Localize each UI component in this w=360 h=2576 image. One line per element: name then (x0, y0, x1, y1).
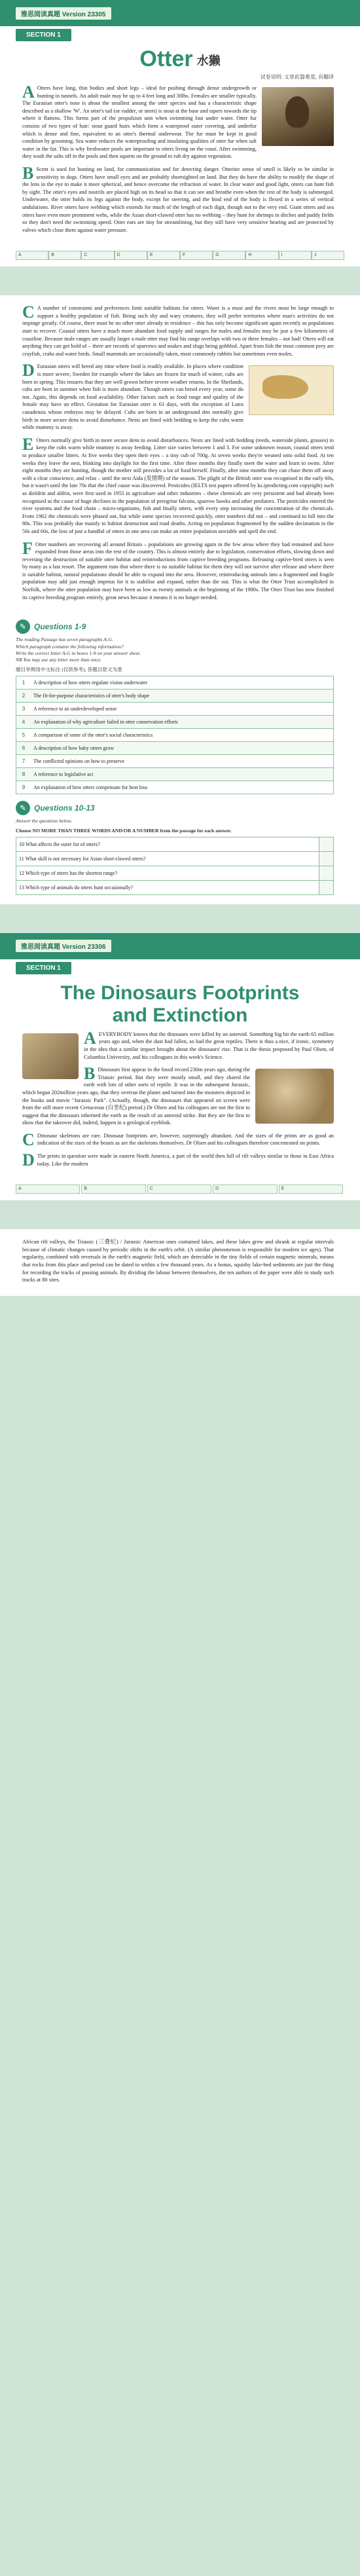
passage-title: Otter 水獭 (139, 46, 221, 71)
dropcap: E (22, 434, 34, 454)
paragraph-f (16, 538, 334, 602)
dropcap: F (22, 538, 33, 558)
dropcap: B (84, 1064, 96, 1084)
version-tag: 雅思阅读真题 Version 23306 (16, 940, 111, 952)
paragraph-text: A number of constraints and preferences limit suitable habitats for otters. Water is a must and the rivers must be large enough to support a healthy population of fish. Being such shy and wary creatures, they will prefer territories where man's activities do not impinge greatly. Of course, there must be no other otter already in residence – this has only become significant again recently as populations start to recover. Coastal otters have a much more abundant food supply and ranges for males and females may be just a few kilometres of coastline. Because male ranges are usually larger a male otter may find his range overlaps with two or three females – not bad! Otters will eat anything they can get hold of – there are records of sparrows and snakes and slugs being gobbled. Apart from fish the most common prey are crayfish, crabs and water birds. Small mammals are occasionally taken, most commonly rabbits but sometimes even moles. (22, 305, 334, 357)
paragraph-text: The prints in question were made in eastern North America, a part of the world then full of rift valleys similar to those in East Africa today. Like the modern (37, 1153, 334, 1167)
answer-box[interactable] (319, 866, 333, 880)
question-icon: ✎ (16, 619, 30, 634)
question-row[interactable]: 3 A reference to an underdeveloped sense (16, 703, 333, 716)
otter-content-2 (0, 295, 360, 613)
answer-box[interactable] (319, 837, 333, 851)
answer-cell[interactable]: C (147, 1185, 211, 1194)
dino-sheet (0, 933, 360, 1201)
answer-cell[interactable]: A (16, 1185, 80, 1194)
answer-cell[interactable]: A (16, 251, 48, 260)
paragraph-text: Dinosaur skeletons are rare. Dinosaur footprints are, however, surprisingly abundant. And the sizes of the prints are as good an indication of the sizes of the beasts as are the skeletons themselves. Dr Olsen and his colleagues therefore concentrated on prints. (37, 1132, 334, 1147)
question-row[interactable]: 1 A description of how otters regulate vision underwater (16, 676, 333, 690)
answer-cell[interactable]: E (147, 251, 180, 260)
dropcap: A (84, 1028, 96, 1048)
answer-cell[interactable]: E (279, 1185, 343, 1194)
answer-cell[interactable]: F (180, 251, 213, 260)
answer-cell[interactable]: I (279, 251, 312, 260)
questions-1-9-header (16, 619, 344, 634)
questions-10-13-list (16, 837, 334, 895)
paragraph-d (16, 1152, 334, 1168)
question-row[interactable]: 12 Which type of otters has the shortest range? (16, 866, 333, 881)
paragraph-text: Dinosaurs first appear in the fossil record 230m years ago, during the Triassic period. But they were mostly small, and they shared the earth with lots of other sorts of reptile. It was in the subsequent Jurassic, which began 202million years ago, that they overran the planet and turned into the monsters depicted in the books and movie "Jurassic Park". (Actually, though, the dinosaurs that appeared on screen were from the still more recent Cretaceous (白垩纪) period.) Dr Olsen and his colleagues are not the first to suggest that the dinosaurs inherited the earth as the result of an asteroid strike. But they are the first to show that the takeover did, indeed, happen in a geological eyeblink. (22, 1067, 250, 1126)
questions-10-13-header (16, 801, 344, 815)
paragraph-c (16, 1132, 334, 1147)
question-row[interactable]: 6 A description of how baby otters grow (16, 742, 333, 755)
dropcap: D (22, 1150, 35, 1170)
questions-1-9-list (16, 676, 334, 794)
dropcap: C (22, 1130, 35, 1149)
questions-label: Questions 1-9 (34, 622, 86, 632)
dropcap: B (22, 163, 34, 183)
question-row[interactable]: 13 Which type of animals do otters hunt occasionally? (16, 881, 333, 894)
header-band (0, 0, 360, 26)
dino-content (0, 1027, 360, 1180)
answer-cell[interactable]: C (81, 251, 114, 260)
paragraph-text: African rift valleys, the Triassic (三叠纪) / Jurassic American ones contained lakes, and these lakes grew and shrank at regular intervals because of climatic changes caused by periodic shifts in the earth's orbit. (A similar phenomenon is responsible for modern ice ages). That regularity, combined with reversals in the earth's magnetic field, which are detectable in the tiny fields of certain magnetic minerals, means that rocks from this place and period can be dated to within a few thousand years. As a bonus, squishy lake-bed sediments are just the thing for recording the tracks of passing animals. By dividing the labour between themselves, the ten authors of the paper were able to study such tracks at 80 sites. (22, 1239, 334, 1283)
header-band (0, 933, 360, 959)
answer-box[interactable] (319, 852, 333, 866)
otter-content (0, 81, 360, 246)
otter-sheet (0, 0, 360, 267)
otter-photo (262, 87, 334, 146)
paragraph-c (16, 304, 334, 358)
question-row[interactable]: 5 A comparison of some of the otter's social characteristics (16, 729, 333, 742)
question-row[interactable]: 7 The conflicted opinions on how to preserve (16, 755, 333, 768)
paragraph-text: Scent is used for hunting on land, for communication and for detecting danger. Otterine sense of smell is likely to be similar in sensitivity to dogs. Otters have small eyes and are probably shortsighted on land. But they do have the ability to modify the shape of the lens in the eye to make it more spherical, and hence overcome the refraction of water. In clear water and good light, otters can hunt fish by sight. The otter's eyes and nostrils are placed high on its head so that it can see and breathe even when the rest of the body is submerged. Underwater, the otter holds its legs against the body, except for steering, and the hind end of the body is flexed in a series of vertical undulations. River otters have webbing which extends for much of the length of each digit, though not to the very end. Giant otters and sea otters have even more prominent webs, while the Asian short-clawed otter has no webbing – they hunt for shrimps in ditches and paddy fields so they don't need the swimming speed. Otter ears are tiny for streamlining, but they still have very sensitive hearing and are protected by valves which close them against water pressure. (22, 166, 334, 233)
paragraph-d (16, 363, 334, 431)
question-row[interactable]: 9 An explanation of how otters compensate for heat loss (16, 781, 333, 794)
answer-cell[interactable]: D (213, 1185, 277, 1194)
paragraph-continued (16, 1238, 334, 1284)
section-tab: SECTION 1 (16, 29, 71, 41)
question-icon: ✎ (16, 801, 30, 815)
eurasia-map (249, 365, 334, 415)
answer-cell[interactable]: H (245, 251, 278, 260)
passage-title: The Dinosaurs Footprints and Extinction (60, 982, 300, 1026)
question-row[interactable]: 11 What skill is not necessary for Asian short-clawed otters? (16, 852, 333, 866)
paragraph-b (16, 163, 334, 234)
answer-cell[interactable]: G (213, 251, 245, 260)
dropcap: C (22, 303, 35, 322)
cn-note: 题目举例用中文标注 (仅供参考), 答题以原文为准 (16, 667, 122, 673)
paragraph-text: EVERYBODY knows that the dinosaurs were killed by an asteroid. Something big hit the earth 65 million years ago and, when the dust had fallen, so had the great reptiles. There is thus a nice, if ironic, symmetry in the idea that a similar impact brought about the dinosaurs' rise. That is the thesis proposed by Paul Olsen, of Columbia University, and his colleagues in this week's Science. (84, 1031, 334, 1060)
answer-cell[interactable]: J (312, 251, 344, 260)
answer-cell[interactable]: B (81, 1185, 145, 1194)
paragraph-e (16, 434, 334, 536)
version-tag: 雅思阅读真题 Version 23305 (16, 7, 111, 20)
page-gap (0, 904, 360, 933)
dino-sheet-2 (0, 1229, 360, 1296)
otter-sheet-2 (0, 295, 360, 904)
question-row[interactable]: 2 The fit-for-purpose characteristics of otter's body shape (16, 690, 333, 703)
paragraph-text: Otters have long, thin bodies and short legs – ideal for pushing through dense undergrowth or hunting in tunnels. An adult male may be up to 4 feet long and 30lbs. Females are smaller typically. The Eurasian otter's nose is about the smallest among the otter species and has a characteristic shape described as a shallow 'W'. An otter's tail (or rudder, or stern) is stout at the base and tapers towards the tip where it flattens. This forms part of the propulsion unit when swimming fast under water. Otter fur consists of two types of hair: stout guard hairs which form a waterproof outer covering, and underfur which is dense and fine, equivalent to an otter's thermal underwear. The fur must be kept in good condition by grooming. Sea water reduces the waterproofing and insulating qualities of otter fur when salt water in the fur. This is why freshwater pools are important to otters living on the coast. After swimming, they wash the salts off in the pools and then squirm on the ground to rub dry against vegetation. (22, 85, 257, 160)
answer-cell[interactable]: B (48, 251, 81, 260)
paragraph-text: Otter numbers are recovering all around Britain – populations are growing again in the few areas where they had remained and have expanded from those areas into the rest of the country. This is almost entirely due to legislation, conservation efforts, slowing down and reversing the destruction of suitable otter habitat and reintroductions from captive breeding programs. Releasing captive-bred otters is seen by many as a last resort. The argument runs that where there is no suitable habitat for them they will not survive after release and where there is suitable habitat, natural populations should be able to expand into the area. However, reintroducing animals into a fragmented and fragile population may add just enough impetus for it to stabilise and expand, rather than die out. This is what the Otter Trust accomplished in Norfolk, where the otter population may have been as low as twenty animals at the beginning of the 1980s. The Otter Trust has now finished its captive breeding program entirely, great news because it means it is no longer needed. (22, 541, 334, 600)
answer-strip-2 (16, 1185, 344, 1194)
questions-instructions: Answer the questions below. Choose NO MORE THAN THREE WORDS AND/OR A NUMBER from the passage for each answer. (16, 818, 232, 834)
paragraph-a (16, 1028, 334, 1061)
footprint-illustration (255, 1069, 334, 1124)
dino-content-2 (0, 1229, 360, 1296)
questions-instructions: The reading Passage has seven paragraphs A-G. Which paragraph contains the following information? Write the correct letter A-G in boxes 1-9 on your answer sheet. NB You may use any letter more than once. (16, 636, 141, 663)
answer-strip-1 (16, 251, 344, 260)
answer-cell[interactable]: D (115, 251, 147, 260)
paragraph-a (16, 84, 334, 160)
passage-subtitle: 试卷说明: 文章此篇难度, 有翻译 (260, 74, 334, 80)
paragraph-text: Eurasian otters will breed any time where food is readily available. In places where condition is more severe, Sweden for example where the lakes are frozen for much of winter, cubs are born in spring. This ensures that they are well grown before severe weather returns. In the Shetlands, cubs are born in summer when fish is more abundant. Though otters can breed every year, some do not. Again, this depends on food availability. Other factors such as food range and quality of the female may have an effect. Gestation for Eurasian otter is 63 days, with the exception of Lutra canadensis whose embryos may be delayed. Cubs are born in an underground den normally give birth in more secure dens to avoid disturbance. Nests are lined with bedding to keep the cubs warm while mummy is away. (22, 363, 243, 431)
dropcap: A (22, 83, 35, 101)
questions-label: Questions 10-13 (34, 803, 95, 813)
question-row[interactable]: 8 A reference to legislative act (16, 768, 333, 781)
question-row[interactable]: 10 What affects the outer fur of otters? (16, 837, 333, 852)
paragraph-text: Otters normally give birth in more secure dens to avoid disturbances. Nests are lined with bedding (reeds, waterside plants, grasses) to keep the cubs warm while mummy is away feeding. Litter size varies between 1 and 3. For some unknown reason, coastal otters tend to produce smaller litters. At five weeks they open their eyes – a tiny cub of 700g. At seven weeks they're weaned onto solid food. At ten weeks they leave the nest, blinking into daylight for the first time. After three months they finally meet the water and learn to swim. After eight months they are hunting, though the mother still provides a lot of food herself. Finally, after nine months they can chase them off away with a clear conscience, and relax – until the next Aida (发情期) of the season. The plight of the British otter was recognised in the early 60s, but it wasn't until the late 70s that the chief cause was discovered. Pesticides (IELTS test papers offered by ks.ipredicting.com copyright) such as dieldrin and aldrin, were first used in 1955 in agriculture and other industries – these chemicals are very persistent and had already been recognised as the cause of huge declines in the population of peregrine falcons, sparrow hawks and other predators. The pesticides entered the river systems and the food chain – micro-organisms, fish and finally otters, with every step increasing the concentration of the chemicals. From 1962 the chemicals were phased out, but while some species recovered quickly, otter numbers did not – and continued to fall into the 80s. This was probably due mainly to habitat destruction and road deaths. Acting on population fragmented by the sudden decimation in the 50s and 60s, the loss of just a handful of otters in one area can make an entire population unviable and spell the end. (22, 437, 334, 534)
answer-box[interactable] (319, 881, 333, 894)
page-gap (0, 1200, 360, 1229)
section-tab: SECTION 1 (16, 962, 71, 974)
paragraph-b (16, 1066, 334, 1127)
dropcap: D (22, 361, 35, 380)
page-gap (0, 267, 360, 295)
question-row[interactable]: 4 An explanation of why agriculture failed in otter conservation efforts (16, 716, 333, 729)
